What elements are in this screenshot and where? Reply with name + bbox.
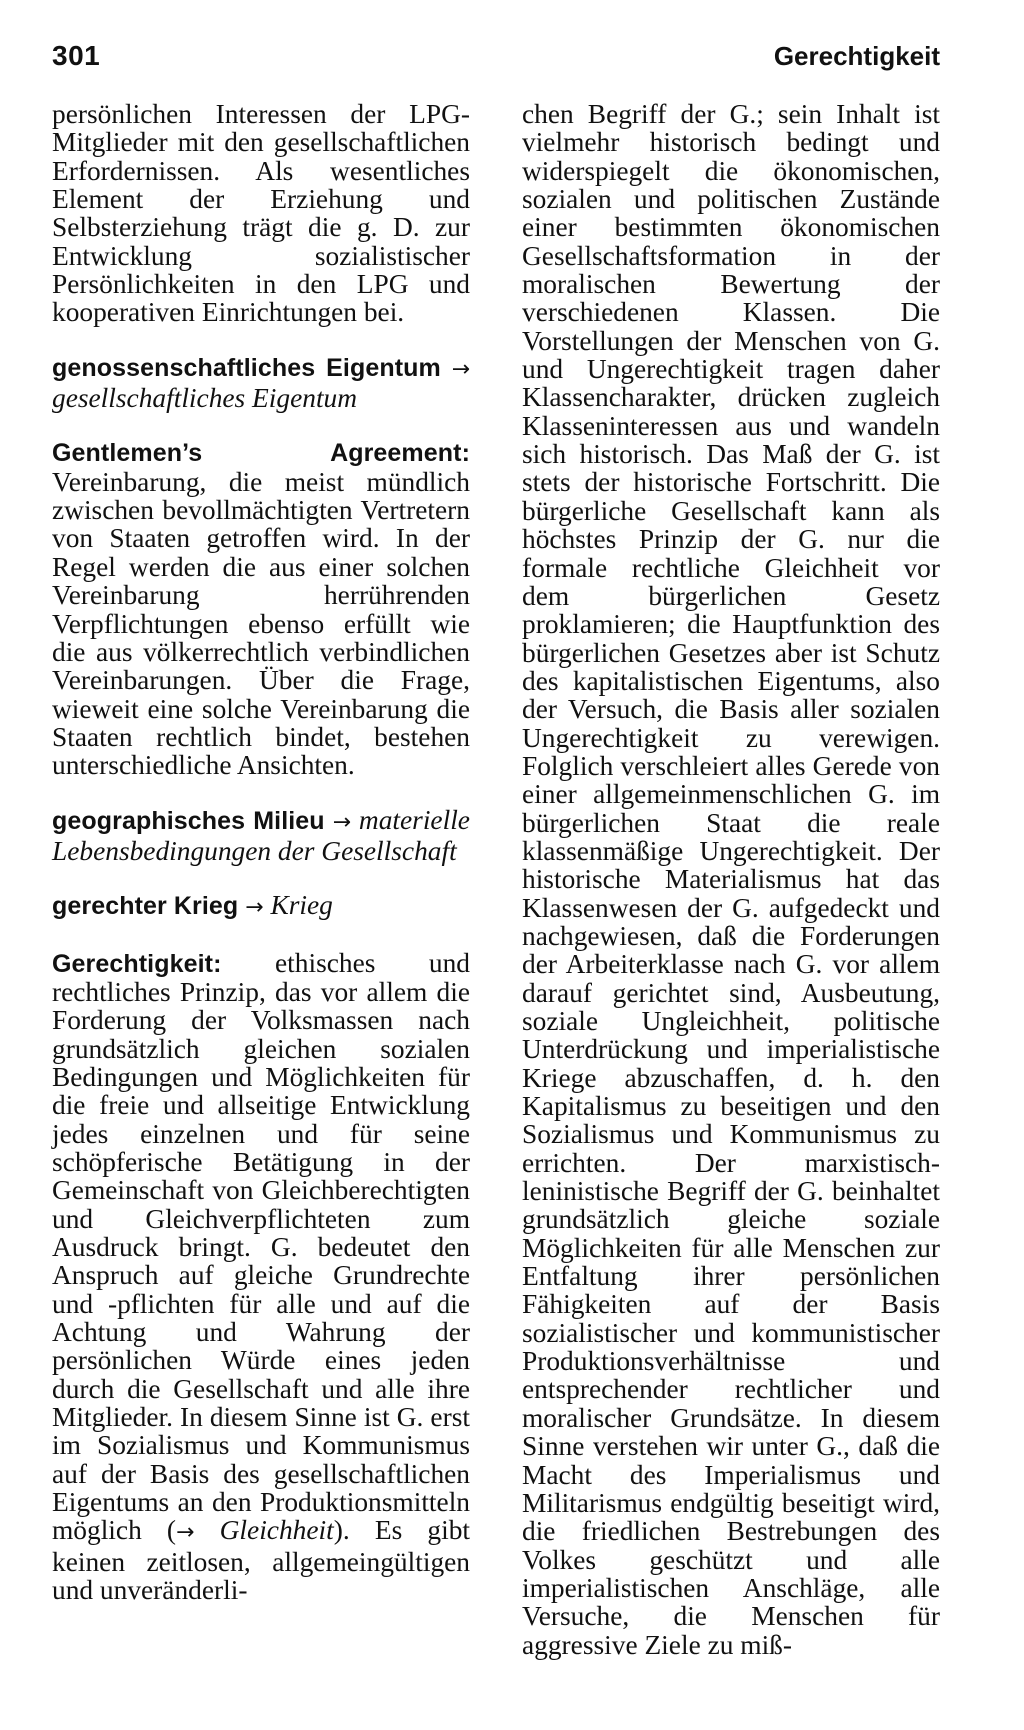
cross-reference-arrow-icon: → xyxy=(451,356,470,382)
continued-text: persönlichen Interessen der LPG-Mitglieder mit den gesellschaftlichen Erfordernissen. Als wesentliches Element der Erziehung und Selbsterziehung trägt die g. D. zur Entwicklung sozialistischer Persönlichkeiten in den LPG und kooperativen Einrichtungen bei. xyxy=(52,99,470,328)
entry-text: chen Begriff der G.; sein Inhalt ist vielmehr historisch bedingt und widerspiegelt die ökonomischen, sozialen und politischen Zustände einer bestimmten ökonomischen Gesellschaftsformation in der moralischen Bewertung der verschiedenen Klassen. Die Vorstellungen der Menschen von G. und Ungerechtigkeit tragen daher Klassencharakter, drücken zugleich Klasseninteressen aus und wandeln sich historisch. Das Maß der G. ist stets der historische Fortschritt. Die bürgerliche Gesellschaft kann als höchstes Prinzip der G. nur die formale rechtliche Gleichheit vor dem bürgerlichen Gesetz proklamieren; die Hauptfunktion des bürgerlichen Gesetzes aber ist Schutz des kapitalistischen Eigentums, also der Versuch, die Basis aller sozialen Ungerechtigkeit zu verewigen. Folglich verschleiert alles Gerede von einer allgemeinmenschlichen G. im bürgerlichen Staat die reale klassenmäßige Ungerechtigkeit. Der historische Materialismus hat das Klassenwesen der G. aufgedeckt und nachgewiesen, daß die Forderungen der Arbeiterklasse nach G. vor allem darauf gerichtet sind, Ausbeutung, soziale Ungleichheit, politische Unterdrückung und imperialistische Kriege abzuschaffen, d. h. den Kapitalismus zu beseitigen und den Sozialismus und Kommunismus zu errichten. Der marxistisch-leninistische Begriff der G. beinhaltet grundsätzlich gleiche soziale Möglichkeiten für alle Menschen zur Entfaltung ihrer persönlichen Fähigkeiten auf der Basis sozialistischer und kommunistischer Produktionsverhältnisse und entsprechender rechtlicher und moralischer Grundsätze. In diesem Sinne verstehen wir unter G., daß die Macht des Imperialismus und Militarismus endgültig beseitigt wird, die friedlichen Bestrebungen des Volkes geschützt und alle imperialistischen Anschläge, alle Versuche, die Menschen für aggressive Ziele zu miß- xyxy=(522,99,940,1660)
running-head: Gerechtigkeit xyxy=(773,41,940,71)
entry-text-continued: ). Es gibt keinen zeitlosen, allgemeingültigen und unveränderli- xyxy=(52,1515,470,1606)
entry-headword: geographisches Milieu xyxy=(52,806,325,835)
cross-reference-arrow-icon: → xyxy=(176,1520,195,1546)
entry-genossenschaftliches-eigentum xyxy=(52,353,470,413)
cross-reference-arrow-icon: → xyxy=(332,809,352,835)
cross-reference: materielle Lebensbedingungen der Gesellschaft xyxy=(52,804,470,866)
cross-reference-arrow-icon: → xyxy=(245,895,264,921)
page-header xyxy=(52,40,940,86)
entry-gerechtigkeit xyxy=(52,949,470,1605)
entry-headword: Gentlemen’s Agreement: xyxy=(52,439,470,468)
entry-gerechter-krieg xyxy=(52,891,470,922)
entry-text: Vereinbarung, die meist mündlich zwischen bevollmächtigten Vertretern von Staaten getroffen wird. In der Regel werden die aus einer solchen Vereinbarung herrührenden Verpflichtungen ebenso erfüllt wie die aus völkerrechtlich verbindlichen Vereinbarungen. Über die Frage, wieweit eine solche Vereinbarung die Staaten rechtlich bindet, bestehen unterschiedliche Ansichten. xyxy=(52,466,470,781)
entry-gentlemens-agreement xyxy=(52,438,470,779)
entry-text: ethisches und rechtliches Prinzip, das vor allem die Forderung der Volksmassen nach grundsätzlich gleichen sozialen Bedingungen und Möglichkeiten für die freie und allseitige Entwicklung jedes einzelnen und für seine schöpferische Betätigung in der Gemeinschaft von Gleichberechtigten und Gleichverpflichteten zum Ausdruck bringt. G. bedeutet den Anspruch auf gleiche Grundrechte und -pflichten für alle und auf die Achtung und Wahrung der persönlichen Würde eines jeden durch die Gesellschaft und alle ihre Mitglieder. In diesem Sinne ist G. erst im Sozialismus und Kommunismus auf der Basis des gesellschaftlichen Eigentums an den Produktionsmitteln möglich ( xyxy=(52,947,470,1546)
entry-headword: genossenschaftliches Eigentum xyxy=(52,353,441,382)
entry-geographisches-milieu xyxy=(52,806,470,866)
cross-reference: Krieg xyxy=(270,890,333,921)
cross-reference: gesellschaftliches Eigentum xyxy=(52,383,358,414)
right-column xyxy=(522,100,940,1659)
left-column xyxy=(52,100,470,1605)
entry-headword: Gerechtigkeit: xyxy=(52,949,222,978)
entry-gerechtigkeit-continued xyxy=(522,100,940,1659)
cross-reference: Gleichheit xyxy=(219,1515,334,1546)
continued-paragraph xyxy=(52,100,470,327)
entry-headword: gerechter Krieg xyxy=(52,892,239,921)
page-number: 301 xyxy=(52,40,101,71)
